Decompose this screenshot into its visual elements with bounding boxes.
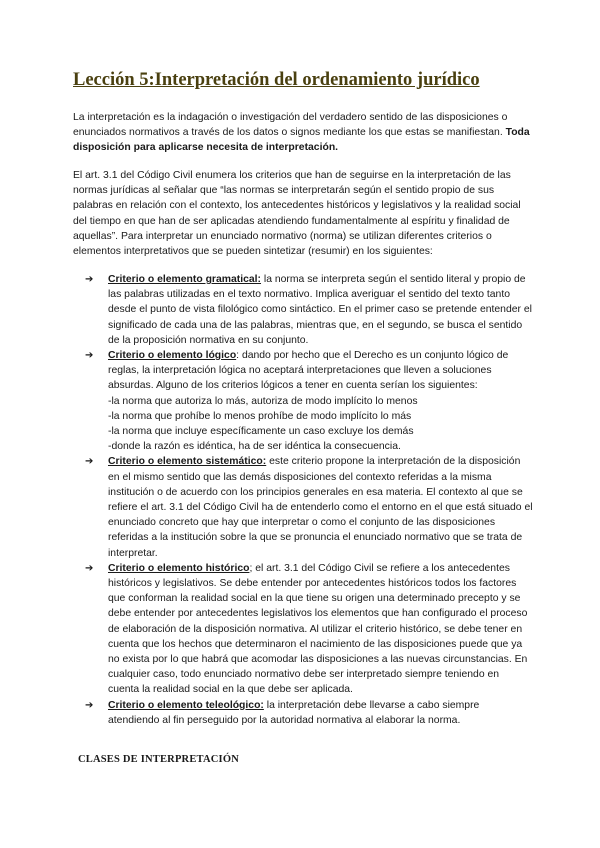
logical-rule: -la norma que prohíbe lo menos prohíbe de modo implícito lo más xyxy=(108,410,412,422)
arrow-bullet-icon: ➔ xyxy=(85,350,94,362)
lesson-title: Lección 5:Interpretación del ordenamiento jurídico xyxy=(73,70,480,90)
criterion-text: ; el art. 3.1 del Código Civil se refiere a los antecedentes históricos y legislativos. Se debe entender por antecedentes históricos todos los factores que conforman la realidad social en la que tiene su origen una determinado precepto y se debe entender por antecedentes legislativos los elementos que han configurado el proceso de elaboración de la disposición normativa. Al utilizar el criterio histórico, se debe tener en cuenta que los hechos que determinaron el nacimiento de las disposiciones puede que ya no exista por lo que habrá que acomodar las disposiciones a las nuevas circunstancias. En cualquier caso, todo enunciado normativo debe ser interpretado siempre teniendo en cuenta la realidad social en la que debe ser aplicada. xyxy=(108,562,528,696)
criterion-logical xyxy=(73,348,533,454)
criterion-grammatical xyxy=(73,272,533,348)
criterion-title: Criterio o elemento sistemático: xyxy=(108,456,267,468)
intro-bold-statement: Toda disposición para aplicarse necesita de interpretación. xyxy=(73,127,530,154)
criterion-title: Criterio o elemento lógico xyxy=(108,350,237,362)
criterion-text: la norma se interpreta según el sentido literal y propio de las palabras utilizadas en el texto normativo. Implica averiguar el sentido del texto tanto desde el punto de vista filológico como sintáctico. En el primer caso se pretende entender el significado de cada una de las palabras, mientras que, en el segundo, se busca el sentido de la proposición normativa en su conjunto. xyxy=(108,274,532,346)
arrow-bullet-icon: ➔ xyxy=(85,699,94,711)
section-heading: CLASES DE INTERPRETACIÓN xyxy=(78,754,239,765)
logical-rule: -la norma que autoriza lo más, autoriza de modo implícito lo menos xyxy=(108,395,418,407)
criterion-title: Criterio o elemento teleológico: xyxy=(108,699,264,711)
criterion-text: la interpretación debe llevarse a cabo siempre atendiendo al fin perseguido por la autoridad normativa al elaborar la norma. xyxy=(108,699,480,726)
intro-text: La interpretación es la indagación o investigación del verdadero sentido de las disposiciones o enunciados normativos a través de los datos o signos mediante los que estas se manifiestan. xyxy=(73,112,508,139)
logical-rule: -donde la razón es idéntica, ha de ser idéntica la consecuencia. xyxy=(108,441,401,453)
logical-rule: -la norma que incluye específicamente un caso excluye los demás xyxy=(108,426,414,438)
criterion-systematic xyxy=(73,454,533,560)
criterion-text: este criterio propone la interpretación de la disposición en el mismo sentido que las demás disposiciones del contexto referidas a la misma institución o de acuerdo con los principios generales en esa materia. El contexto al que se refiere el art. 3.1 del Código Civil ha de entenderlo como el entorno en el que está situado el enunciado concreto que hay que interpretar o como el conjunto de las disposiciones referidas a la institución sobre la que se pronuncia el enunciado normativo que se trata de interpretar. xyxy=(108,456,533,559)
criteria-list xyxy=(73,272,533,728)
arrow-bullet-icon: ➔ xyxy=(85,456,94,468)
criterion-title: Criterio o elemento histórico xyxy=(108,562,250,574)
criterion-historical xyxy=(73,561,533,698)
art-3-1-paragraph: El art. 3.1 del Código Civil enumera los criterios que han de seguirse en la interpretación de las normas jurídicas al señalar que “las normas se interpretarán según el sentido propio de sus palabras en relación con el contexto, los antecedentes históricos y legislativos y la realidad social del tiempo en que han de ser aplicadas atendiendo fundamentalmente al espíritu y finalidad de aquellas”. Para interpretar un enunciado normativo (norma) se utilizan diferentes criterios o elementos interpretativos que se pueden sintetizar (resumir) en los siguientes: xyxy=(73,170,521,258)
criterion-title: Criterio o elemento gramatical: xyxy=(108,274,262,285)
arrow-bullet-icon: ➔ xyxy=(85,274,94,285)
criterion-teleological xyxy=(73,698,533,728)
intro-paragraph xyxy=(73,110,533,156)
arrow-bullet-icon: ➔ xyxy=(85,562,94,574)
criterion-text: : dando por hecho que el Derecho es un conjunto lógico de reglas, la interpretación lógica no aceptará interpretaciones que lleven a soluciones absurdas. Alguno de los criterios lógicos a tener en cuenta serían los siguientes: xyxy=(108,350,509,392)
